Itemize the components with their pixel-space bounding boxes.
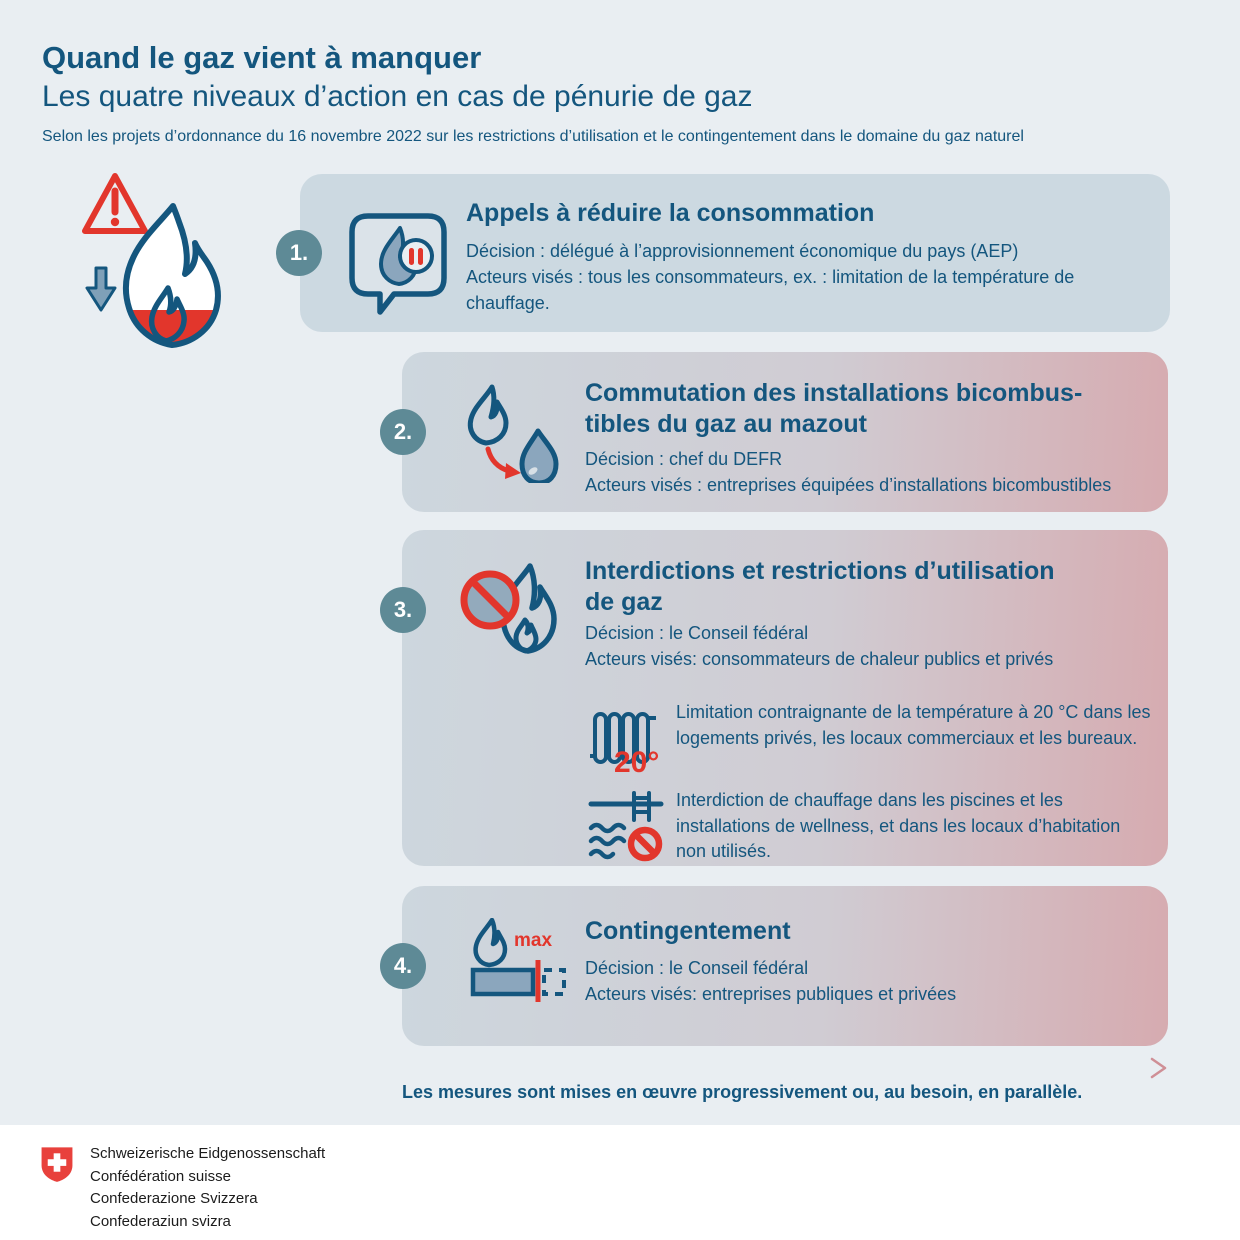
level-3-badge: [380, 587, 426, 633]
footer-line: Schweizerische Eidgenossenschaft: [90, 1145, 326, 1162]
confederation-wordmark: [90, 1143, 325, 1233]
level-4-decision: Décision : le Conseil fédéral: [585, 958, 809, 978]
timeline-arrow: [402, 1056, 1170, 1080]
level-3-subitem-2-text: Interdiction de chauffage dans les piscines et les installations de wellness, et dans les locaux d’habitation non utilisés.: [676, 790, 1121, 862]
flame-to-oil-drop-icon: [462, 383, 562, 483]
footer-line: Confederaziun svizra: [90, 1212, 231, 1230]
level-2-title-line: Commutation des installations bicombus-: [585, 379, 1083, 407]
radiator-temperature-label: 20°: [614, 746, 660, 779]
level-2-number: 2.: [393, 419, 413, 444]
level-1-number: 1.: [289, 240, 309, 265]
level-3-decision: Décision : le Conseil fédéral: [585, 623, 809, 643]
footer-line: Confédération suisse: [90, 1167, 231, 1185]
footer-line: Confederazione Svizzera: [90, 1190, 258, 1207]
level-1-actors: Acteurs visés : tous les consommateurs, ex. : limitation de la température de chauffage.: [466, 267, 1075, 314]
speech-bubble-flame-pause-icon: [348, 212, 448, 317]
level-1-decision: Décision : délégué à l’approvisionnement économique du pays (AEP): [466, 241, 1019, 261]
level-1-title-line: Appels à réduire la consommation: [466, 199, 875, 227]
page-subtitle: Les quatre niveaux d’action en cas de pénurie de gaz: [42, 80, 753, 113]
level-2-body: [585, 446, 1170, 498]
warning-triangle-icon: [85, 176, 145, 231]
pool-no-heating-icon: [588, 790, 664, 862]
level-2-decision: Décision : chef du DEFR: [585, 449, 783, 469]
level-3-actors: Acteurs visés: consommateurs de chaleur publics et privés: [585, 649, 1054, 670]
level-4-title-line: Contingentement: [585, 917, 791, 945]
level-3-title: [585, 556, 1165, 618]
level-1-badge: [276, 230, 322, 276]
page-title: Quand le gaz vient à manquer: [42, 40, 482, 75]
quota-bar-max-icon: [468, 918, 578, 1003]
level-4-number: 4.: [393, 953, 413, 978]
level-4-actors: Acteurs visés: entreprises publiques et privées: [585, 984, 957, 1005]
level-4-title: [585, 916, 1165, 947]
no-gas-icon: [458, 562, 573, 662]
timeline-footnote: Les mesures sont mises en œuvre progressivement ou, au besoin, en parallèle.: [402, 1082, 1083, 1102]
radiator-20-degrees-icon: [588, 702, 668, 780]
swiss-coat-of-arms-icon: [38, 1145, 76, 1183]
quota-max-label: max: [514, 930, 553, 951]
level-2-actors: Acteurs visés : entreprises équipées d’installations bicombustibles: [585, 475, 1112, 496]
level-2-badge: [380, 409, 426, 455]
level-1-title: [466, 198, 1126, 229]
level-1-body: [466, 238, 1111, 316]
page-note: Selon les projets d’ordonnance du 16 novembre 2022 sur les restrictions d’utilisation et le contingentement dans le domaine du gaz naturel: [42, 128, 1024, 145]
gas-shortage-warning-illustration: [80, 170, 230, 355]
level-3-number: 3.: [393, 597, 413, 622]
level-3-title-line: Interdictions et restrictions d’utilisation: [585, 557, 1055, 585]
down-arrow-icon: [87, 268, 115, 310]
level-3-title-line: de gaz: [585, 588, 663, 616]
level-3-subitem-1-text: Limitation contraignante de la température à 20 °C dans les logements privés, les locaux commerciaux et les bureaux.: [676, 702, 1151, 748]
level-4-badge: [380, 943, 426, 989]
level-2-title: [585, 378, 1165, 440]
level-2-title-line: tibles du gaz au mazout: [585, 410, 867, 438]
footer: [0, 1125, 1240, 1240]
level-4-body: [585, 955, 1170, 1007]
level-3-body: [585, 620, 1170, 672]
